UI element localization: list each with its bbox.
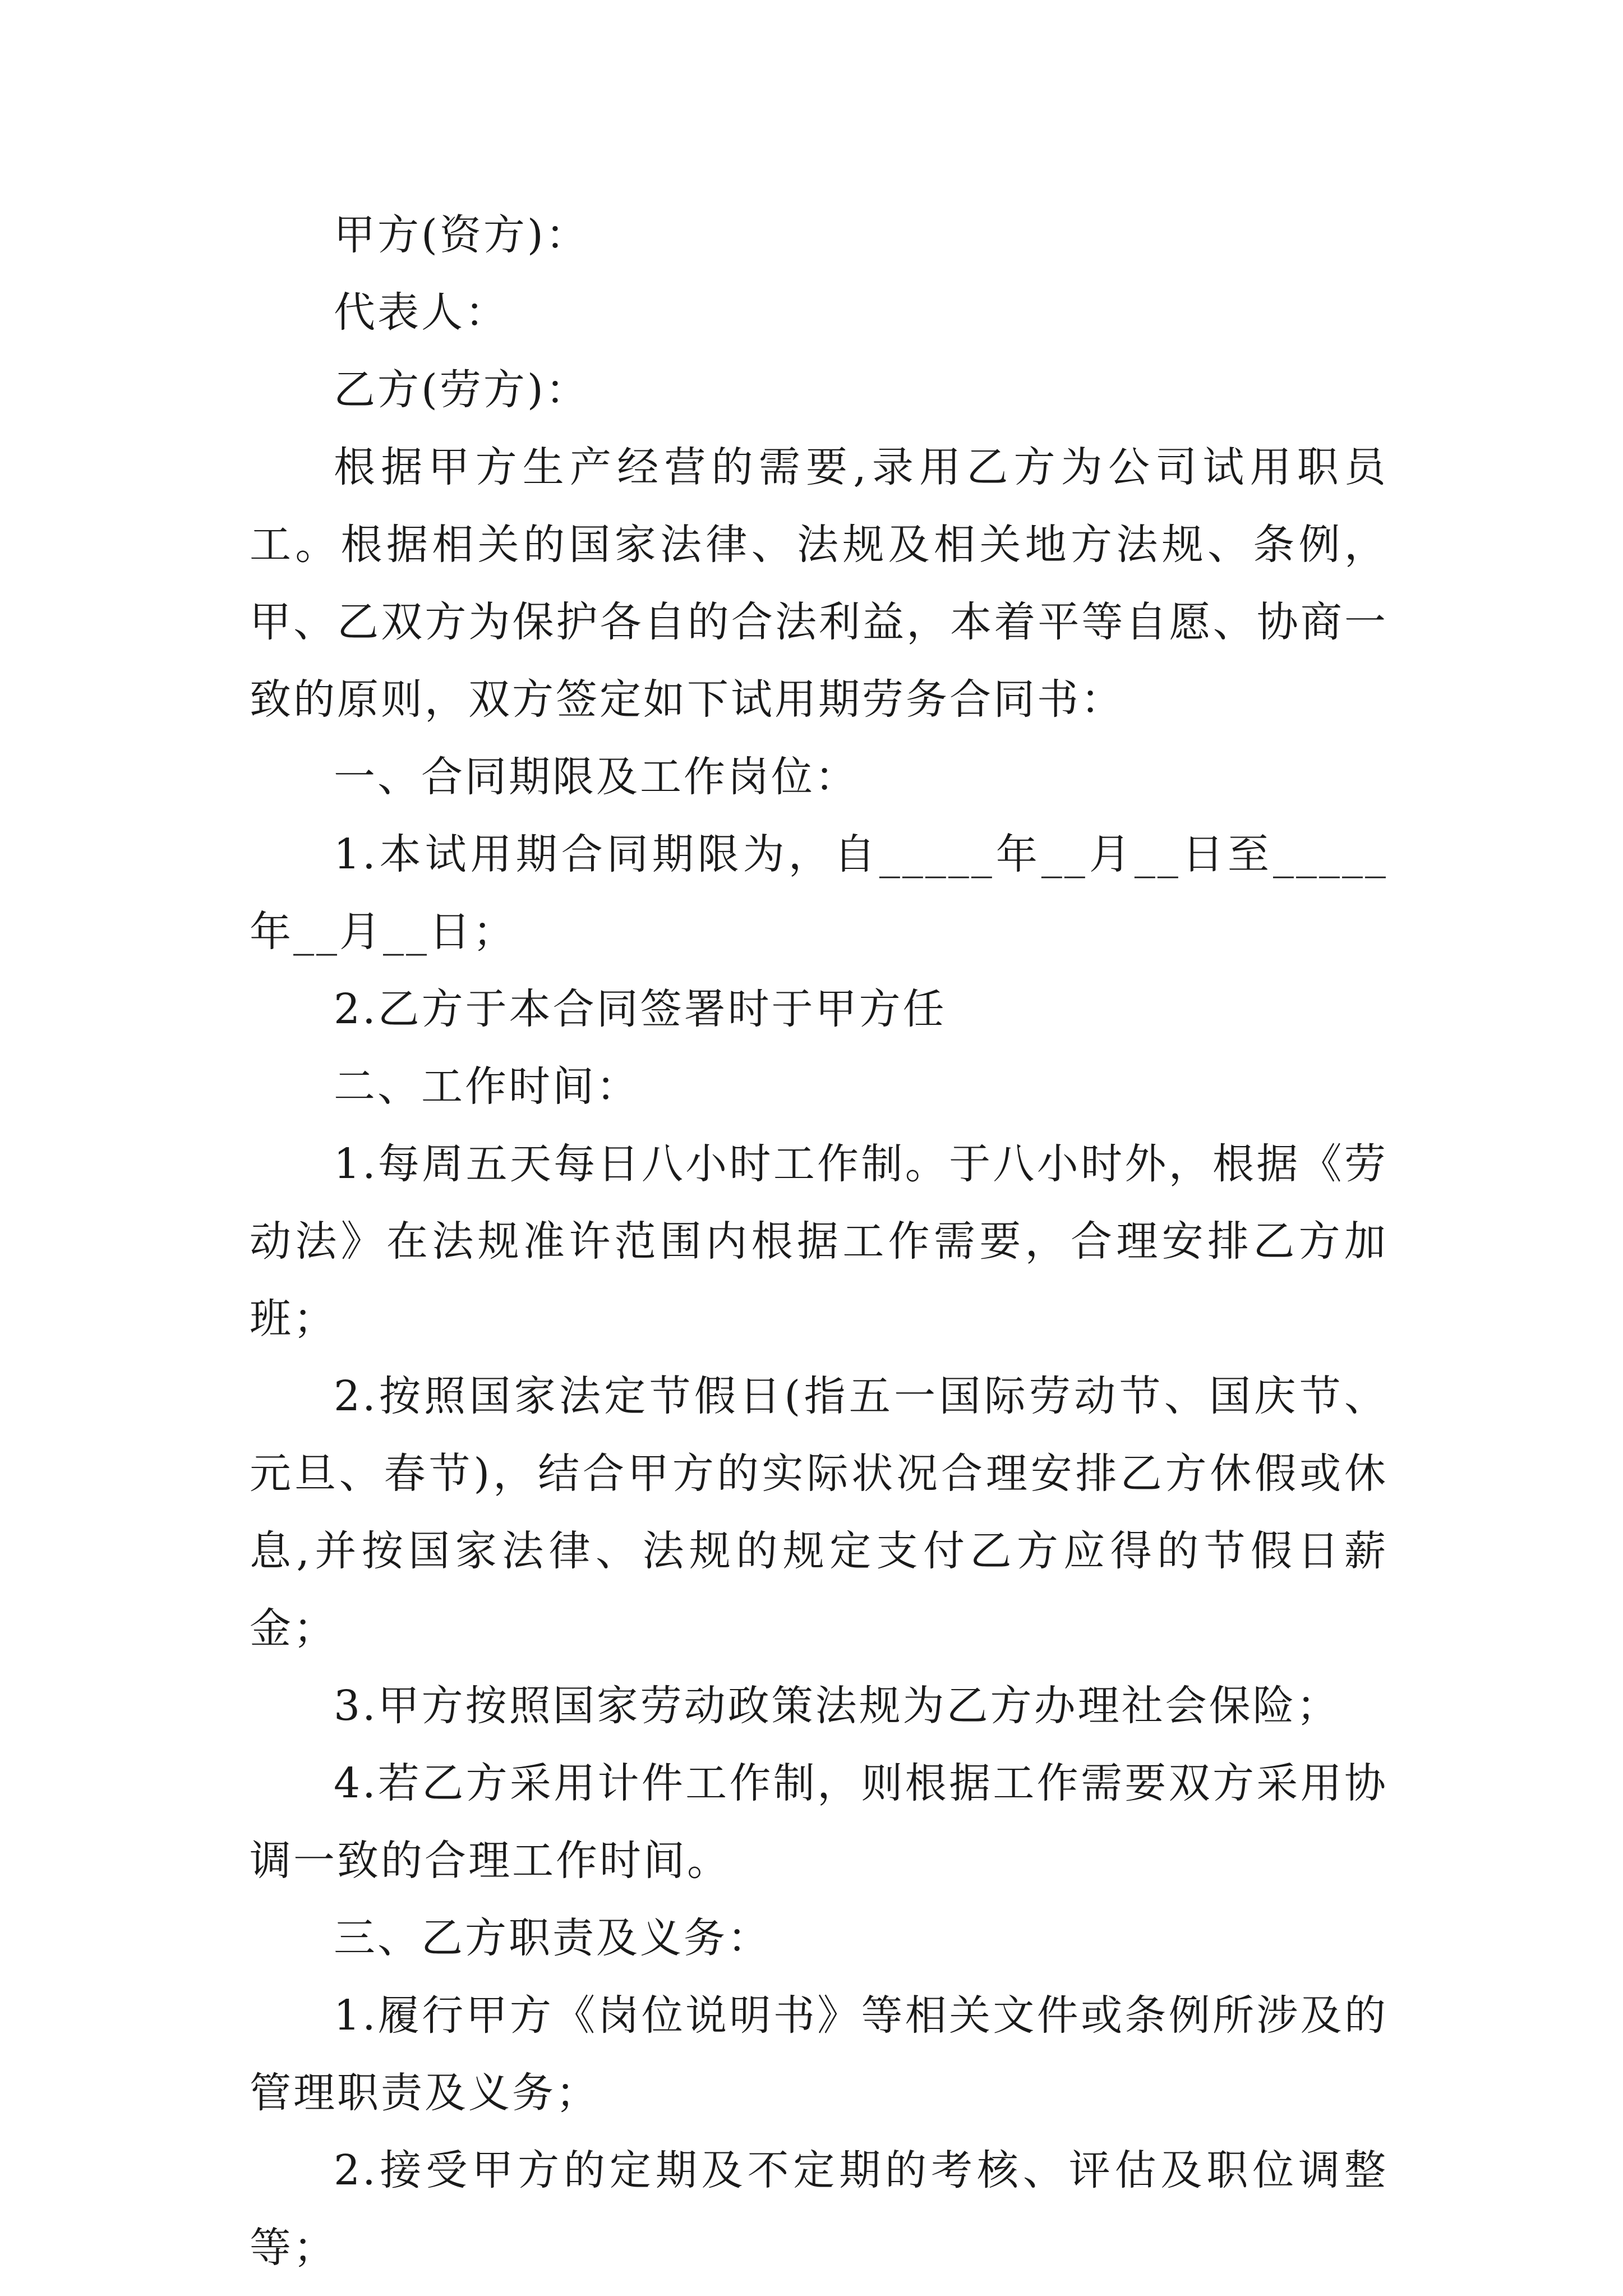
section-2-item-4: 4.若乙方采用计件工作制，则根据工作需要双方采用协调一致的合理工作时间。 <box>250 1759 1388 1885</box>
document-body <box>250 196 1388 2286</box>
party-b-line: 乙方(劳方)： <box>334 366 589 414</box>
section-3-item-2: 2.接受甲方的定期及不定期的考核、评估及职位调整等； <box>250 2146 1388 2272</box>
section-2-item-3: 3.甲方按照国家劳动政策法规为乙方办理社会保险； <box>334 1682 1340 1730</box>
section-3-item-1: 1.履行甲方《岗位说明书》等相关文件或条例所涉及的管理职责及义务； <box>250 1991 1388 2117</box>
party-a-line: 甲方(资方)： <box>334 211 589 259</box>
section-2-item-1: 1.每周五天每日八小时工作制。于八小时外，根据《劳动法》在法规准许范围内根据工作需要，合理安排乙方加班； <box>250 1140 1388 1343</box>
section-2-heading: 二、工作时间： <box>334 1062 640 1111</box>
section-1-item-1: 1.本试用期合同期限为，自_____年__月__日至_____年__月__日； <box>250 830 1388 956</box>
section-2-item-2: 2.按照国家法定节假日(指五一国际劳动节、国庆节、元旦、春节)，结合甲方的实际状况合理安排乙方休假或休息,并按国家法律、法规的规定支付乙方应得的节假日薪金； <box>250 1372 1388 1653</box>
section-1-heading: 一、合同期限及工作岗位： <box>334 753 859 801</box>
preamble-paragraph: 根据甲方生产经营的需要,录用乙方为公司试用职员工。根据相关的国家法律、法规及相关地方法规、条例，甲、乙双方为保护各自的合法利益，本着平等自愿、协商一致的原则，双方签定如下试用期劳务合同书： <box>250 443 1388 724</box>
representative-line: 代表人： <box>334 288 509 337</box>
section-3-heading: 三、乙方职责及义务： <box>334 1914 771 1962</box>
section-1-item-2: 2.乙方于本合同签署时于甲方任 <box>334 985 947 1033</box>
